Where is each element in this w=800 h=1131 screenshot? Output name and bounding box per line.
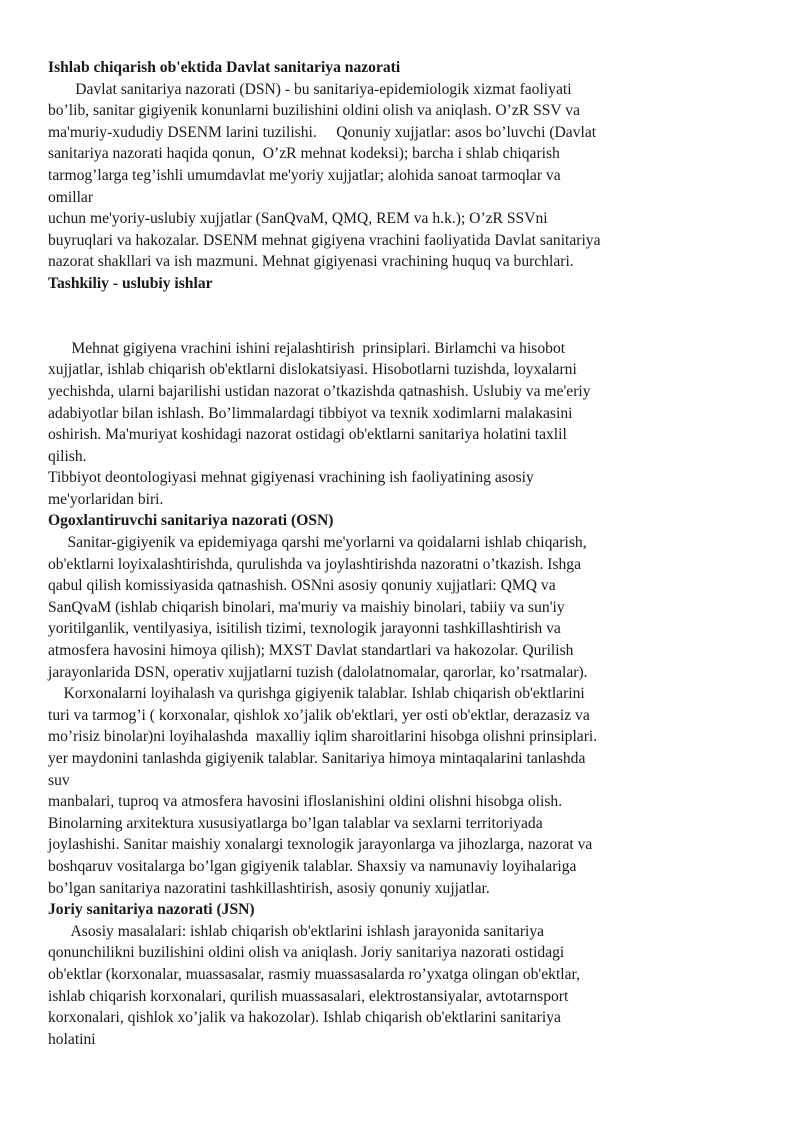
text-line: omillar <box>48 188 94 206</box>
text-line: Tibbiyot deontologiyasi mehnat gigiyenasi vrachining ish faoliyatining asosiy <box>48 469 534 487</box>
section-heading: Joriy sanitariya nazorati (JSN) <box>48 901 255 919</box>
text-line: yoritilganlik, ventilyasiya, isitilish tizimi, texnologik jarayonni tashkillashtirish va <box>48 620 561 638</box>
text-line: ob'ektlar (korxonalar, muassasalar, rasmiy muassasalarda ro’yxatga olingan ob'ektlar, <box>48 965 581 983</box>
text-line: qabul qilish komissiyasida qatnashish. OSNni asosiy qonuniy xujjatlari: QMQ va <box>48 577 556 595</box>
text-line: korxonalari, qishlok xo’jalik va hakozolar). Ishlab chiqarish ob'ektlarini sanitariya <box>48 1009 561 1027</box>
section-heading: Ishlab chiqarish ob'ektida Davlat sanitariya nazorati <box>48 59 401 76</box>
text-line: boshqaruv vositalarga bo’lgan gigiyenik talablar. Shaxsiy va namunaviy loyihalariga <box>48 857 577 875</box>
text-line: bo’lib, sanitar gigiyenik konunlarni buzilishini oldini olish va aniqlash. O’zR SSV va <box>48 102 581 120</box>
text-line: me'yorlaridan biri. <box>48 490 164 508</box>
text-line: bo’lgan sanitariya nazoratini tashkillashtirish, asosiy qonuniy xujjatlar. <box>48 879 490 897</box>
text-line: yechishda, ularni bajarilishi ustidan nazorat o’tkazishda qatnashish. Uslubiy va me'eriy <box>48 382 591 400</box>
text-line: ob'ektlarni loyixalashtirishda, qurulishda va joylashtirishda nazoratni o’tkazish. Ishga <box>48 555 582 573</box>
text-line: Davlat sanitariya nazorati (DSN) - bu sanitariya-epidemiologik xizmat faoliyati <box>48 80 572 98</box>
text-line: Binolarning arxitektura xususiyatlarga bo’lgan talablar va sexlarni territoriyada <box>48 814 543 832</box>
text-line: Sanitar-gigiyenik va epidemiyaga qarshi me'yorlarni va qoidalarni ishlab chiqarish, <box>48 534 587 552</box>
text-line: qilish. <box>48 447 87 465</box>
text-line: Asosiy masalalari: ishlab chiqarish ob'ektlarini ishlash jarayonida sanitariya <box>48 922 545 940</box>
text-line: tarmog’larga teg’ishli umumdavlat me'yoriy xujjatlar; alohida sanoat tarmoqlar va <box>48 166 561 184</box>
text-line: manbalari, tuproq va atmosfera havosini ifloslanishini oldini olishni hisobga olish. <box>48 793 563 811</box>
text-line: turi va tarmog’i ( korxonalar, qishlok xo’jalik ob'ektlari, yer osti ob'ektlar, derazasiz va <box>48 706 590 724</box>
blank-line <box>48 316 748 338</box>
text-line: jarayonlarida DSN, operativ xujjatlarni tuzish (dalolatnomalar, qarorlar, ko’rsatmalar). <box>48 663 588 681</box>
text-line: Korxonalarni loyihalash va qurishga gigiyenik talablar. Ishlab chiqarish ob'ektlarini <box>48 685 585 703</box>
text-line: ishlab chiqarish korxonalari, qurilish muassasalari, elektrostansiyalar, avtotarnsport <box>48 987 569 1005</box>
text-line: suv <box>48 771 70 789</box>
text-line: qonunchilikni buzilishini oldini olish va aniqlash. Joriy sanitariya nazorati ostidagi <box>48 944 565 962</box>
text-line: mo’risiz binolar)ni loyihalashda maxalliy iqlim sharoitlarini hisobga olishni prinsiplari. <box>48 728 598 746</box>
text-line: yer maydonini tanlashda gigiyenik talablar. Sanitariya himoya mintaqalarini tanlashda <box>48 750 586 767</box>
section-heading: Tashkiliy - uslubiy ishlar <box>48 274 213 292</box>
text-line: sanitariya nazorati haqida qonun, O’zR mehnat kodeksi); barcha i shlab chiqarish <box>48 145 560 163</box>
text-line: xujjatlar, ishlab chiqarish ob'ektlarni dislokatsiyasi. Hisobotlarni tuzishda, loyxalarni <box>48 361 577 379</box>
document-body <box>48 57 748 1050</box>
text-line: Mehnat gigiyena vrachini ishini rejalashtirish prinsiplari. Birlamchi va hisobot <box>48 339 566 357</box>
text-line: buyruqlari va hakozalar. DSENM mehnat gigiyena vrachini faoliyatida Davlat sanitariya <box>48 231 601 249</box>
text-line: atmosfera havosini himoya qilish); MXST Davlat standartlari va hakozolar. Qurilish <box>48 642 574 660</box>
text-line: SanQvaM (ishlab chiqarish binolari, ma'muriy va maishiy binolari, tabiiy va sun'iy <box>48 598 565 616</box>
text-line: adabiyotlar bilan ishlash. Bo’limmalardagi tibbiyot va texnik xodimlarni malakasini <box>48 404 573 422</box>
section-heading: Ogoxlantiruvchi sanitariya nazorati (OSN) <box>48 512 334 530</box>
text-line: joylashishi. Sanitar maishiy xonalargi texnologik jarayonlarga va jihozlarga, nazorat va <box>48 836 593 854</box>
blank-line <box>48 295 748 317</box>
text-line: oshirish. Ma'muriyat koshidagi nazorat ostidagi ob'ektlarni sanitariya holatini taxlil <box>48 426 567 444</box>
text-line: uchun me'yoriy-uslubiy xujjatlar (SanQvaM, QMQ, REM va h.k.); O’zR SSVni <box>48 210 548 228</box>
text-line: nazorat shakllari va ish mazmuni. Mehnat gigiyenasi vrachining huquq va burchlari. <box>48 253 574 271</box>
text-line: holatini <box>48 1030 96 1048</box>
text-line: ma'muriy-xududiy DSENM larini tuzilishi. Qonuniy xujjatlar: asos bo’luvchi (Davlat <box>48 123 597 141</box>
